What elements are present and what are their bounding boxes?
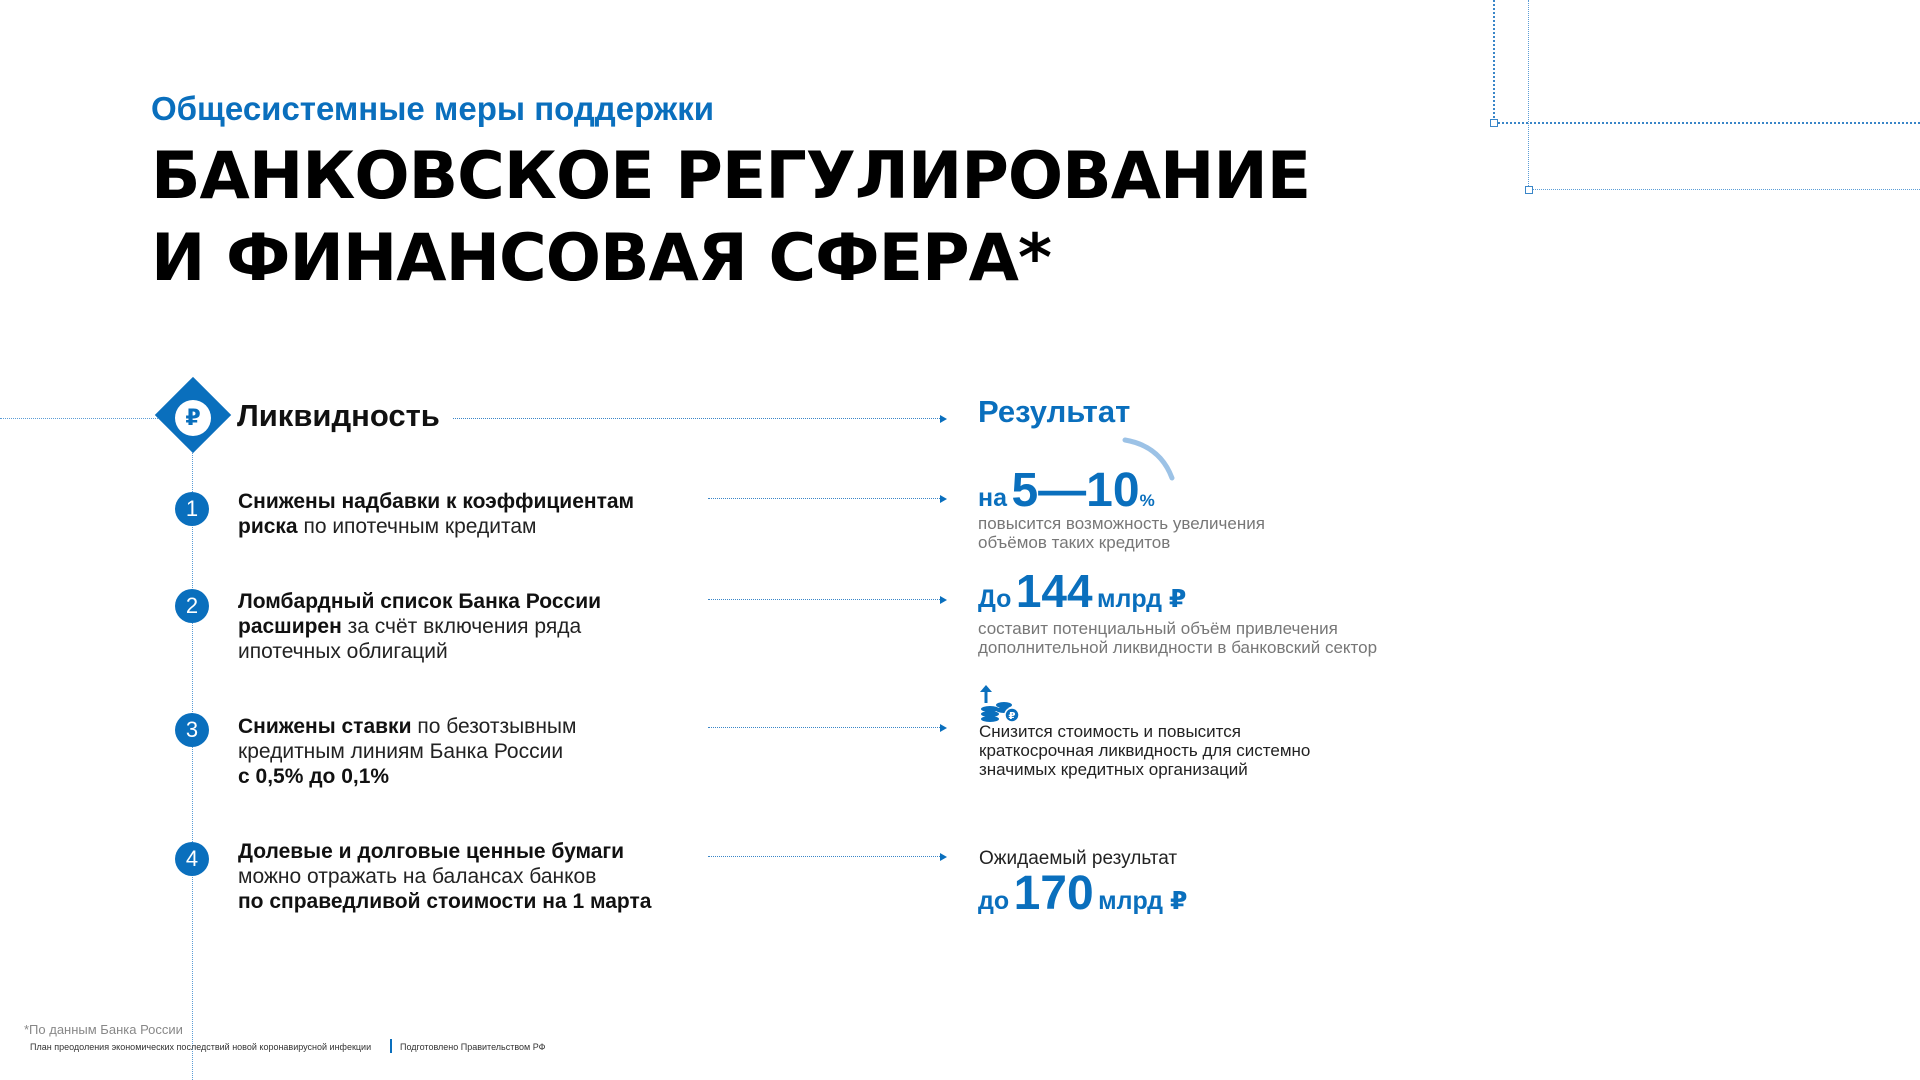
arrow-right-icon (940, 724, 947, 732)
ruble-coin-icon: ₽ (175, 400, 211, 436)
corner-thin-line (1528, 0, 1529, 190)
list-item: Долевые и долговые ценные бумаги можно отражать на балансах банков по справедливой стоимости на 1 марта (238, 840, 652, 913)
list-item: Снижены ставки по безотзывным кредитным линиям Банка России с 0,5% до 0,1% (238, 715, 577, 788)
coins-up-icon (978, 683, 1022, 723)
arrow-right-icon (940, 495, 947, 503)
page-title-line1: БАНКОВСКОЕ РЕГУЛИРОВАНИЕ (151, 139, 1311, 214)
page-title-line2: И ФИНАНСОВАЯ СФЕРА* (151, 221, 1051, 296)
svg-text:₽: ₽ (1008, 711, 1016, 722)
footer-right: Подготовлено Правительством РФ (400, 1042, 546, 1052)
corner-marker (1525, 186, 1533, 194)
item-arrow-line (708, 856, 940, 857)
arrow-right-icon (940, 415, 947, 423)
result-desc-2: составит потенциальный объём привлечения дополнительной ликвидности в банковский сектор (978, 619, 1378, 657)
step-number-1: 1 (175, 492, 209, 526)
section-arrow-line (453, 418, 940, 419)
step-number-3: 3 (175, 713, 209, 747)
result-label-4: Ожидаемый результат (979, 848, 1178, 869)
step-number-4: 4 (175, 842, 209, 876)
footnote: *По данным Банка России (24, 1022, 183, 1037)
corner-marker (1490, 119, 1498, 127)
item-arrow-line (708, 498, 940, 499)
corner-dotted-line (1493, 0, 1495, 122)
page-subtitle: Общесистемные меры поддержки (151, 90, 715, 127)
arrow-right-icon (940, 596, 947, 604)
timeline-line (192, 452, 193, 1080)
item-arrow-line (708, 727, 940, 728)
list-item: Снижены надбавки к коэффициентам риска по ипотечным кредитам (238, 490, 635, 538)
page-title (151, 136, 1310, 300)
result-desc-1: повысится возможность увеличения объёмов таких кредитов (978, 514, 1265, 552)
result-value-1: на 5—10% (978, 464, 1155, 517)
result-desc-3: Снизится стоимость и повысится краткосрочная ликвидность для системно значимых кредитных организаций (979, 722, 1311, 779)
footer-left: План преодоления экономических последствий новой коронавирусной инфекции (30, 1042, 372, 1052)
result-value-2: До 144 млрд ₽ (978, 565, 1187, 617)
arrow-right-icon (940, 853, 947, 861)
footer-separator (390, 1039, 392, 1053)
item-arrow-line (708, 599, 940, 600)
result-heading: Результат (978, 394, 1131, 429)
section-left-line (0, 418, 166, 419)
corner-dotted-line (1493, 122, 1920, 124)
corner-thin-line (1528, 189, 1920, 190)
section-title: Ликвидность (237, 398, 440, 433)
list-item: Ломбардный список Банка России расширен за счёт включения ряда ипотечных облигаций (238, 590, 602, 663)
result-value-4: до 170 млрд ₽ (978, 867, 1188, 920)
step-number-2: 2 (175, 589, 209, 623)
